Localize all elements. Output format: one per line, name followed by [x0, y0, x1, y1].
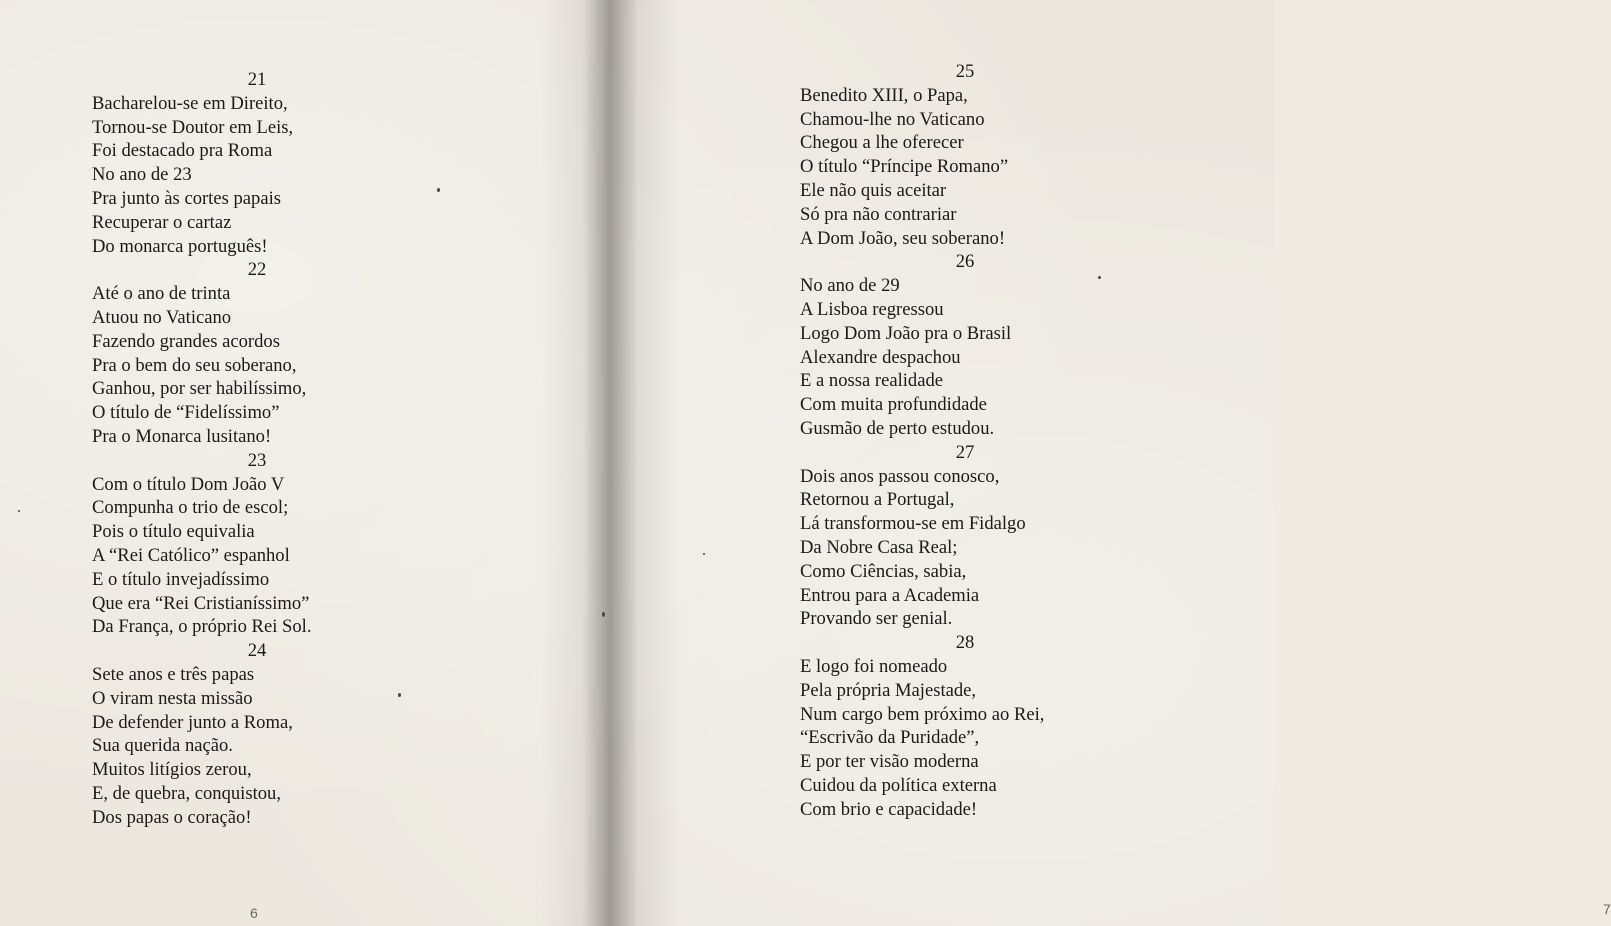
verse-line: “Escrivão da Puridade”,	[800, 727, 980, 749]
verse-line: Dos papas o coração!	[92, 806, 252, 828]
stanza-number: 27	[955, 441, 975, 463]
verse-line: Que era “Rei Cristianíssimo”	[92, 592, 310, 614]
verse-line: E, de quebra, conquistou,	[92, 782, 281, 804]
paper-speck	[1098, 276, 1101, 279]
verse-line: Foi destacado pra Roma	[92, 140, 273, 162]
verse-line: Lá transformou-se em Fidalgo	[800, 513, 1026, 535]
stanza-number: 24	[247, 640, 267, 662]
verse-line: Sua querida nação.	[92, 735, 233, 757]
paper-speck	[18, 510, 20, 512]
paper-speck	[703, 553, 705, 555]
verse-line: Ele não quis aceitar	[800, 179, 947, 201]
verse-line: Do monarca português!	[92, 235, 268, 257]
verse-line: O título de “Fidelíssimo”	[92, 402, 280, 424]
verse-line: Logo Dom João pra o Brasil	[800, 322, 1012, 344]
verse-line: Da Nobre Casa Real;	[800, 536, 958, 558]
right-poem	[800, 60, 1130, 822]
verse-line: No ano de 23	[92, 164, 192, 186]
stanza-number: 23	[247, 449, 267, 471]
verse-line: De defender junto a Roma,	[92, 711, 293, 733]
verse-line: Pois o título equivalia	[92, 521, 255, 543]
stanza-number: 21	[247, 69, 267, 90]
verse-line: E logo foi nomeado	[800, 655, 948, 677]
page-number-right: 7	[1603, 901, 1611, 917]
verse-line: Provando ser genial.	[800, 608, 953, 630]
verse-line: E o título invejadíssimo	[92, 568, 270, 590]
verse-line: A Dom João, seu soberano!	[800, 227, 1006, 249]
verse-line: Como Ciências, sabia,	[800, 560, 967, 582]
stanza-number: 25	[955, 61, 975, 82]
verse-line: Compunha o trio de escol;	[92, 497, 289, 519]
stanza-number: 22	[247, 259, 267, 281]
verse-line: Gusmão de perto estudou.	[800, 417, 995, 439]
verse-line: Num cargo bem próximo ao Rei,	[800, 703, 1045, 725]
left-poem	[92, 68, 452, 830]
paper-speck	[437, 188, 440, 192]
paper-speck	[398, 693, 401, 697]
verse-line: Entrou para a Academia	[800, 584, 980, 606]
verse-line: Bacharelou-se em Direito,	[92, 92, 288, 114]
verse-line: Ganhou, por ser habilíssimo,	[92, 378, 307, 400]
verse-line: Pra junto às cortes papais	[92, 187, 281, 209]
verse-line: O título “Príncipe Romano”	[800, 156, 1009, 178]
verse-line: A “Rei Católico” espanhol	[92, 544, 290, 566]
verse-line: Alexandre despachou	[800, 346, 961, 368]
verse-line: Recuperar o cartaz	[92, 211, 232, 233]
verse-line: Até o ano de trinta	[92, 283, 231, 305]
verse-line: Pra o Monarca lusitano!	[92, 425, 272, 447]
paper-speck	[602, 612, 605, 617]
verse-line: O viram nesta missão	[92, 687, 253, 709]
verse-line: A Lisboa regressou	[800, 298, 944, 320]
verse-line: E por ter visão moderna	[800, 751, 979, 773]
stanza-number: 28	[955, 632, 975, 654]
verse-line: Com o título Dom João V	[92, 473, 285, 495]
verse-line: Chamou-lhe no Vaticano	[800, 108, 985, 130]
verse-line: Sete anos e três papas	[92, 663, 255, 685]
verse-line: Com brio e capacidade!	[800, 798, 978, 820]
verse-line: Benedito XIII, o Papa,	[800, 84, 968, 106]
verse-line: Atuou no Vaticano	[92, 306, 232, 328]
left-page	[0, 0, 600, 926]
verse-line: Chegou a lhe oferecer	[800, 132, 964, 154]
verse-line: Tornou-se Doutor em Leis,	[92, 116, 294, 138]
verse-line: Pra o bem do seu soberano,	[92, 354, 297, 376]
page-number-left: 6	[250, 905, 258, 921]
verse-line: Cuidou da política externa	[800, 774, 997, 796]
verse-line: E a nossa realidade	[800, 370, 944, 392]
verse-line: Com muita profundidade	[800, 394, 987, 416]
verse-line: Fazendo grandes acordos	[92, 330, 280, 352]
stanza-number: 26	[955, 251, 975, 273]
verse-line: Muitos litígios zerou,	[92, 759, 252, 781]
verse-line: Dois anos passou conosco,	[800, 465, 1000, 487]
verse-line: Só pra não contrariar	[800, 203, 957, 225]
verse-line: Da França, o próprio Rei Sol.	[92, 616, 312, 638]
verse-line: Retornou a Portugal,	[800, 489, 955, 511]
verse-line: Pela própria Majestade,	[800, 679, 977, 701]
verse-line: No ano de 29	[800, 275, 900, 297]
